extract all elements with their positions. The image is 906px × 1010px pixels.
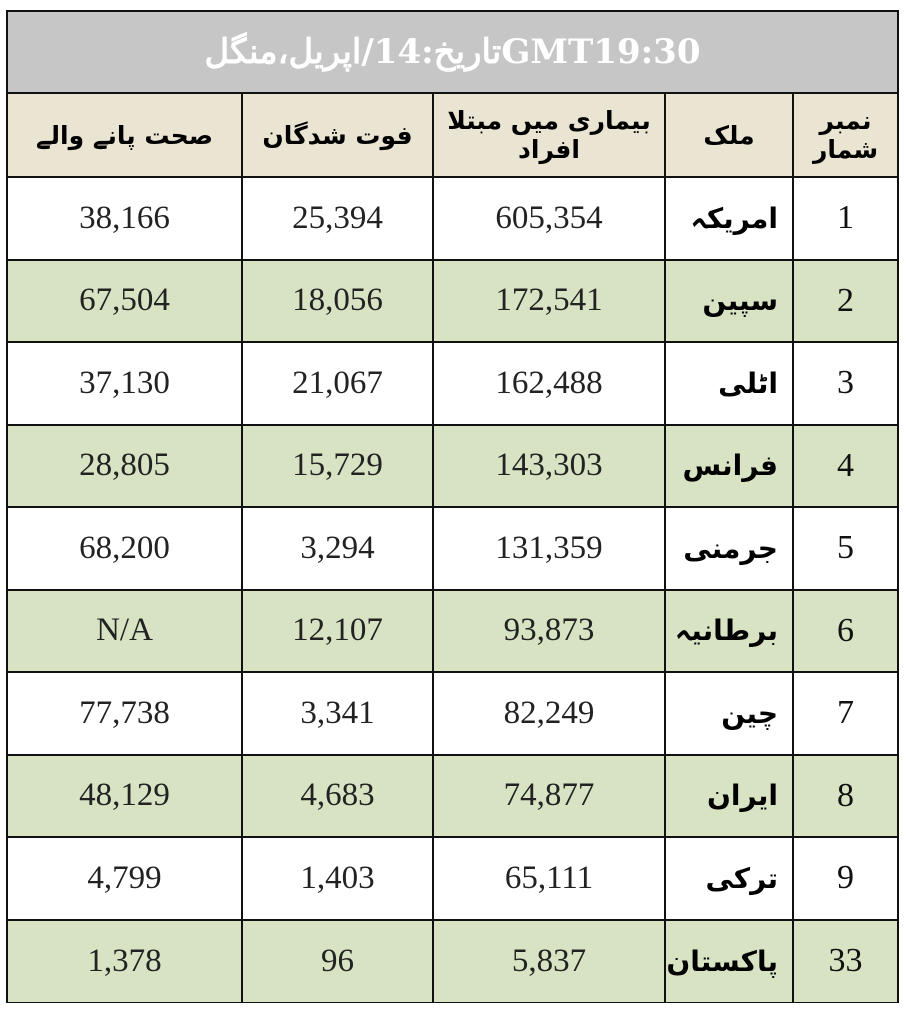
table-row (8, 672, 897, 755)
serial-cell: 8 (793, 755, 897, 838)
header-deaths: فوت شدگان (242, 94, 433, 177)
deaths-cell: 15,729 (242, 425, 433, 508)
cases-cell: 162,488 (433, 342, 665, 425)
deaths-cell: 21,067 (242, 342, 433, 425)
serial-cell: 3 (793, 342, 897, 425)
serial-cell: 33 (793, 920, 897, 1003)
serial-cell: 5 (793, 507, 897, 590)
country-cell: پاکستان (665, 920, 793, 1003)
stats-table-card (6, 10, 899, 1003)
recovered-cell: 67,504 (8, 260, 242, 343)
deaths-cell: 18,056 (242, 260, 433, 343)
country-cell: ترکی (665, 837, 793, 920)
cases-cell: 93,873 (433, 590, 665, 673)
deaths-cell: 25,394 (242, 177, 433, 260)
deaths-cell: 4,683 (242, 755, 433, 838)
header-recovered: صحت پانے والے (8, 94, 242, 177)
table-row (8, 342, 897, 425)
table-row (8, 837, 897, 920)
country-cell: چین (665, 672, 793, 755)
table-row (8, 920, 897, 1003)
recovered-cell: 68,200 (8, 507, 242, 590)
header-cases: بیماری میں مبتلا افراد (433, 94, 665, 177)
header-country: ملک (665, 94, 793, 177)
cases-cell: 143,303 (433, 425, 665, 508)
recovered-cell: 37,130 (8, 342, 242, 425)
country-cell: اٹلی (665, 342, 793, 425)
cases-cell: 131,359 (433, 507, 665, 590)
recovered-cell: 28,805 (8, 425, 242, 508)
cases-cell: 5,837 (433, 920, 665, 1003)
serial-cell: 9 (793, 837, 897, 920)
recovered-cell: 48,129 (8, 755, 242, 838)
header-serial: نمبر شمار (793, 94, 897, 177)
covid-stats-table (8, 94, 897, 1002)
country-cell: فرانس (665, 425, 793, 508)
serial-cell: 6 (793, 590, 897, 673)
deaths-cell: 3,294 (242, 507, 433, 590)
serial-cell: 7 (793, 672, 897, 755)
deaths-cell: 12,107 (242, 590, 433, 673)
deaths-cell: 1,403 (242, 837, 433, 920)
country-cell: برطانیہ (665, 590, 793, 673)
table-row (8, 507, 897, 590)
country-cell: امریکہ (665, 177, 793, 260)
deaths-cell: 3,341 (242, 672, 433, 755)
table-row (8, 755, 897, 838)
country-cell: ایران (665, 755, 793, 838)
cases-cell: 82,249 (433, 672, 665, 755)
recovered-cell: 38,166 (8, 177, 242, 260)
country-cell: جرمنی (665, 507, 793, 590)
serial-cell: 4 (793, 425, 897, 508)
table-row (8, 260, 897, 343)
cases-cell: 172,541 (433, 260, 665, 343)
deaths-cell: 96 (242, 920, 433, 1003)
cases-cell: 74,877 (433, 755, 665, 838)
serial-cell: 1 (793, 177, 897, 260)
recovered-cell: N/A (8, 590, 242, 673)
country-cell: سپین (665, 260, 793, 343)
table-title: تاریخ:14/اپریل،منگلGMT19:30 (8, 12, 897, 94)
recovered-cell: 77,738 (8, 672, 242, 755)
cases-cell: 65,111 (433, 837, 665, 920)
header-row (8, 94, 897, 177)
cases-cell: 605,354 (433, 177, 665, 260)
recovered-cell: 1,378 (8, 920, 242, 1003)
table-row (8, 425, 897, 508)
table-row (8, 590, 897, 673)
recovered-cell: 4,799 (8, 837, 242, 920)
serial-cell: 2 (793, 260, 897, 343)
table-row (8, 177, 897, 260)
